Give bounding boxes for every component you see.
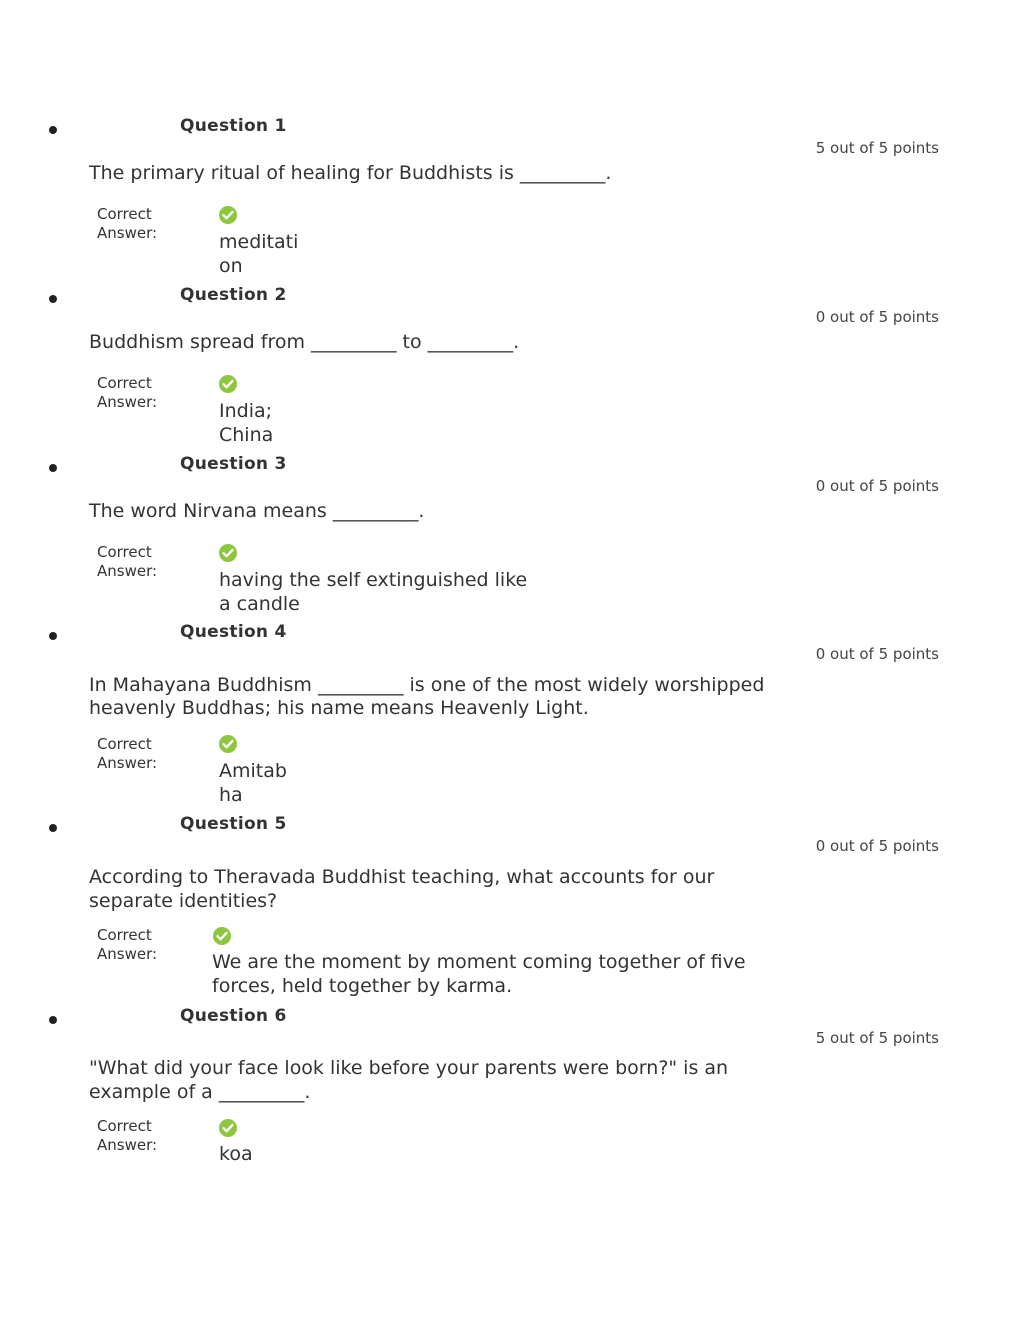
question-text: In Mahayana Buddhism _________ is one of the most widely worshipped heavenly Buddhas; his name means Heavenly Light. [89, 674, 765, 719]
correct-answer-label: Correct Answer: [97, 735, 158, 772]
correct-answer-label: Correct Answer: [97, 205, 158, 242]
question-points: 0 out of 5 points [815, 837, 939, 855]
question-points: 0 out of 5 points [815, 645, 939, 663]
question-title: Question 3 [180, 454, 287, 474]
correct-answer-label: Correct Answer: [97, 374, 158, 411]
correct-answer-value: having the self extinguished like a candle [219, 569, 528, 615]
correct-answer-label: Correct Answer: [97, 1117, 158, 1154]
correct-answer-label: Correct Answer: [97, 926, 158, 963]
correct-answer-value: meditati on [219, 231, 299, 277]
question-points: 5 out of 5 points [815, 1029, 939, 1047]
question-title: Question 2 [180, 285, 287, 305]
question-points: 0 out of 5 points [815, 308, 939, 326]
check-circle-icon [219, 206, 237, 224]
question-title: Question 5 [180, 814, 287, 834]
correct-answer-label: Correct Answer: [97, 543, 158, 580]
check-circle-icon [219, 735, 237, 753]
bullet-icon [49, 295, 57, 303]
bullet-icon [49, 126, 57, 134]
question-text: The word Nirvana means _________. [89, 500, 425, 522]
question-text: Buddhism spread from _________ to _________. [89, 331, 520, 353]
question-points: 5 out of 5 points [815, 139, 939, 157]
check-circle-icon [219, 1119, 237, 1137]
correct-answer-value: Amitab ha [219, 760, 287, 806]
question-points: 0 out of 5 points [815, 477, 939, 495]
question-text: According to Theravada Buddhist teaching, what accounts for our separate identities? [89, 866, 715, 912]
correct-answer-value: India; China [219, 400, 274, 446]
check-circle-icon [213, 927, 231, 945]
bullet-icon [49, 464, 57, 472]
bullet-icon [49, 824, 57, 832]
question-title: Question 6 [180, 1006, 287, 1026]
question-title: Question 1 [180, 116, 287, 136]
check-circle-icon [219, 375, 237, 393]
bullet-icon [49, 632, 57, 640]
check-circle-icon [219, 544, 237, 562]
question-text: "What did your face look like before your parents were born?" is an example of a _________. [89, 1057, 729, 1103]
question-title: Question 4 [180, 622, 287, 642]
bullet-icon [49, 1016, 57, 1024]
question-text: The primary ritual of healing for Buddhists is _________. [89, 162, 612, 184]
correct-answer-value: We are the moment by moment coming together of five forces, held together by karma. [212, 951, 746, 997]
correct-answer-value: koa [219, 1143, 253, 1165]
